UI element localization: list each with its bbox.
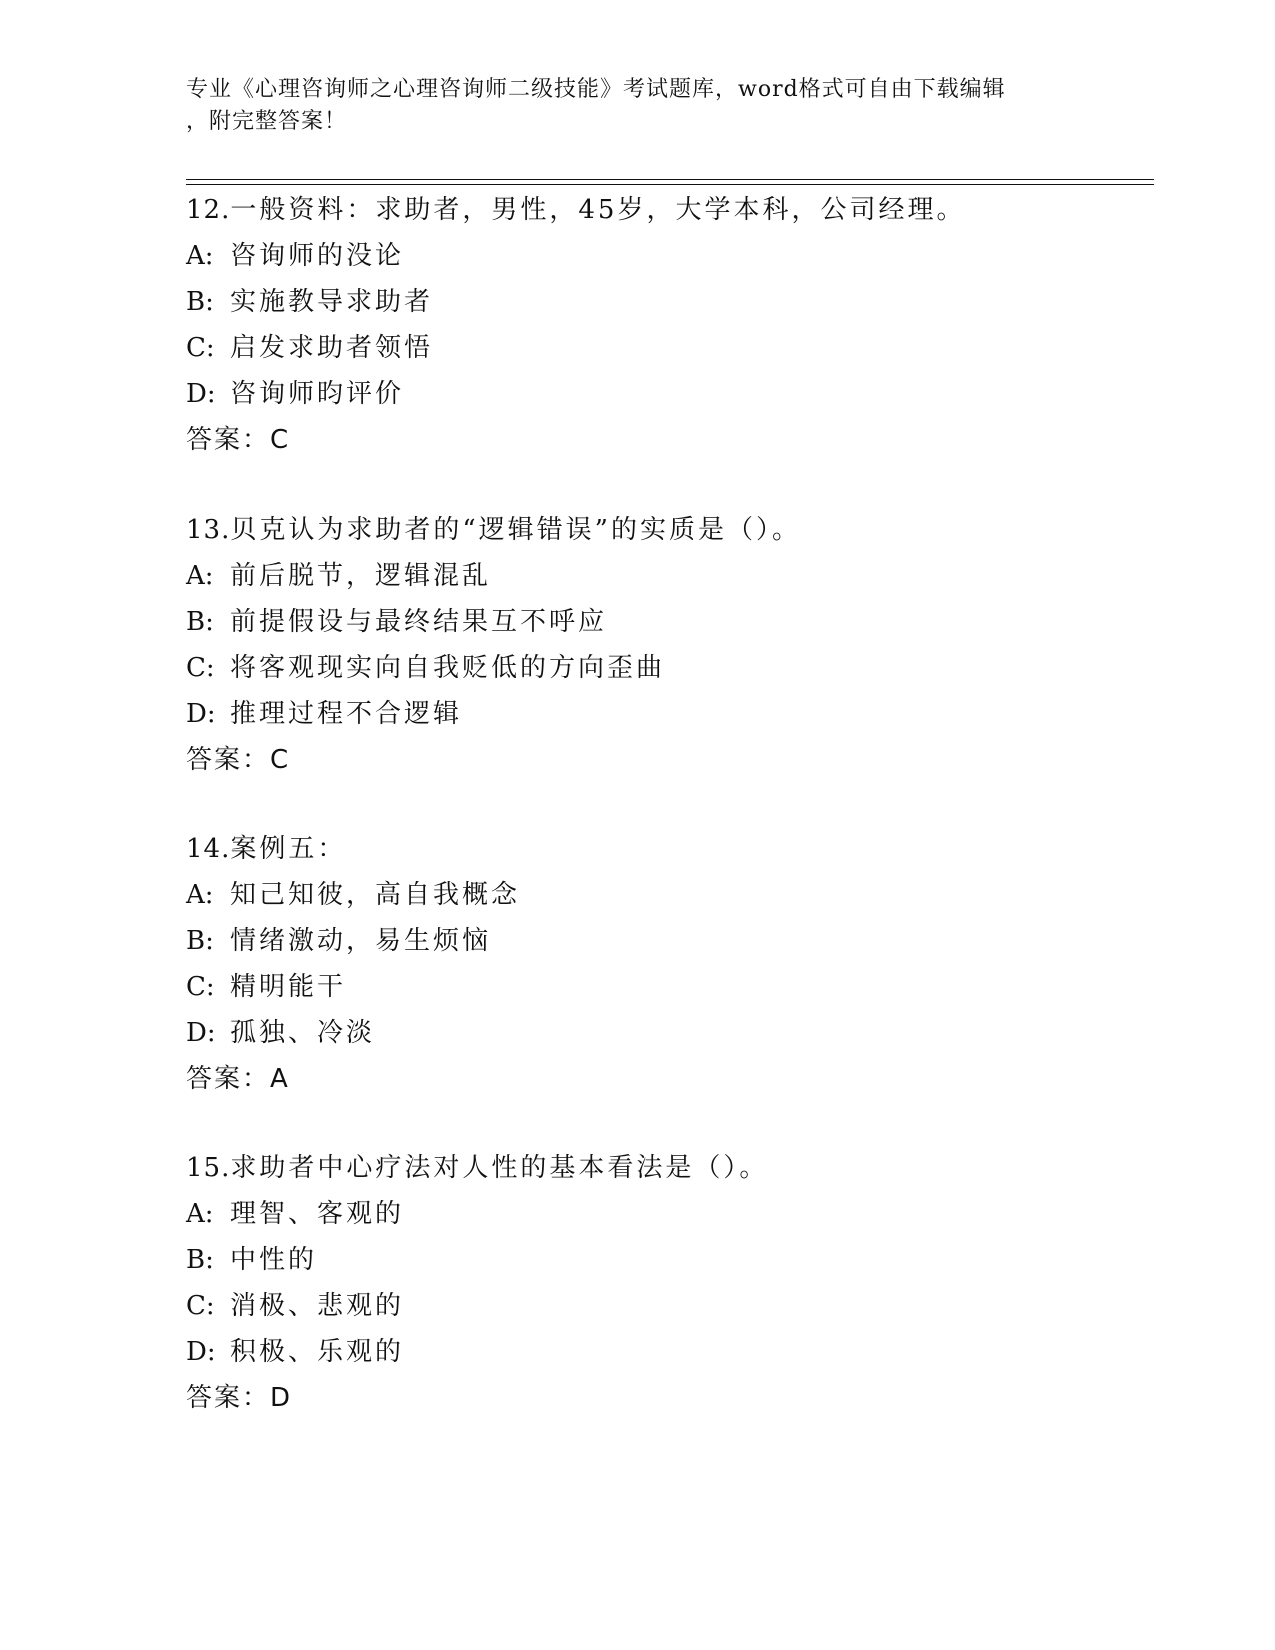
question-number: 14. bbox=[186, 834, 231, 864]
header-divider-bottom bbox=[186, 184, 1154, 185]
option-text: 将客观现实向自我贬低的方向歪曲 bbox=[230, 653, 666, 683]
question-stem bbox=[186, 507, 1146, 553]
option-label: B: bbox=[186, 926, 214, 956]
question-stem bbox=[186, 826, 1146, 872]
option-text: 消极、悲观的 bbox=[230, 1291, 405, 1321]
option-label: D: bbox=[186, 1337, 216, 1367]
option-b bbox=[186, 1237, 1146, 1283]
answer bbox=[186, 417, 1146, 463]
option-text: 前后脱节，逻辑混乱 bbox=[230, 561, 492, 591]
answer bbox=[186, 1375, 1146, 1421]
question-text: 案例五： bbox=[230, 834, 347, 864]
option-text: 积极、乐观的 bbox=[230, 1337, 405, 1367]
option-label: B: bbox=[186, 607, 214, 637]
option-label: A: bbox=[186, 1199, 214, 1229]
answer-prefix: 答案： bbox=[186, 1383, 271, 1413]
option-c bbox=[186, 325, 1146, 371]
option-c bbox=[186, 1283, 1146, 1329]
option-a bbox=[186, 1191, 1146, 1237]
question-13 bbox=[186, 507, 1146, 783]
header-line-2: ，附完整答案！ bbox=[186, 109, 348, 134]
option-label: D: bbox=[186, 699, 216, 729]
header-divider-top bbox=[186, 179, 1154, 180]
option-label: A: bbox=[186, 880, 214, 910]
question-number: 12. bbox=[186, 195, 231, 225]
header-line-1: 专业《心理咨询师之心理咨询师二级技能》考试题库，word格式可自由下载编辑 bbox=[186, 77, 1006, 102]
question-14 bbox=[186, 826, 1146, 1102]
option-label: C: bbox=[186, 653, 215, 683]
option-text: 理智、客观的 bbox=[230, 1199, 405, 1229]
document-header bbox=[186, 74, 1066, 138]
option-d bbox=[186, 1010, 1146, 1056]
option-text: 知己知彼，高自我概念 bbox=[230, 880, 521, 910]
option-label: D: bbox=[186, 379, 216, 409]
question-stem bbox=[186, 1145, 1146, 1191]
question-15 bbox=[186, 1145, 1146, 1421]
option-c bbox=[186, 645, 1146, 691]
option-text: 情绪激动，易生烦恼 bbox=[230, 926, 492, 956]
option-label: B: bbox=[186, 1245, 214, 1275]
answer-value: C bbox=[270, 425, 291, 455]
option-text: 实施教导求助者 bbox=[230, 287, 434, 317]
question-stem bbox=[186, 187, 1146, 233]
answer-value: A bbox=[270, 1064, 290, 1094]
option-label: C: bbox=[186, 972, 215, 1002]
option-label: D: bbox=[186, 1018, 216, 1048]
option-d bbox=[186, 371, 1146, 417]
option-label: C: bbox=[186, 1291, 215, 1321]
option-text: 咨询师的没论 bbox=[230, 241, 405, 271]
option-b bbox=[186, 599, 1146, 645]
option-b bbox=[186, 918, 1146, 964]
answer bbox=[186, 737, 1146, 783]
option-text: 启发求助者领悟 bbox=[230, 333, 434, 363]
question-number: 13. bbox=[186, 515, 231, 545]
question-text: 一般资料：求助者，男性，45岁，大学本科，公司经理。 bbox=[230, 195, 966, 225]
option-c bbox=[186, 964, 1146, 1010]
option-text: 前提假设与最终结果互不呼应 bbox=[230, 607, 608, 637]
option-text: 精明能干 bbox=[230, 972, 347, 1002]
answer bbox=[186, 1056, 1146, 1102]
answer-prefix: 答案： bbox=[186, 425, 271, 455]
option-a bbox=[186, 872, 1146, 918]
question-12 bbox=[186, 187, 1146, 463]
option-label: C: bbox=[186, 333, 215, 363]
option-label: B: bbox=[186, 287, 214, 317]
option-a bbox=[186, 233, 1146, 279]
question-number: 15. bbox=[186, 1153, 231, 1183]
option-text: 孤独、冷淡 bbox=[230, 1018, 376, 1048]
option-text: 咨询师昀评价 bbox=[230, 379, 405, 409]
option-d bbox=[186, 1329, 1146, 1375]
option-d bbox=[186, 691, 1146, 737]
option-label: A: bbox=[186, 241, 214, 271]
answer-prefix: 答案： bbox=[186, 745, 271, 775]
option-b bbox=[186, 279, 1146, 325]
option-text: 中性的 bbox=[230, 1245, 318, 1275]
option-a bbox=[186, 553, 1146, 599]
answer-value: C bbox=[270, 745, 291, 775]
option-text: 推理过程不合逻辑 bbox=[230, 699, 463, 729]
answer-prefix: 答案： bbox=[186, 1064, 271, 1094]
answer-value: D bbox=[270, 1383, 293, 1413]
option-label: A: bbox=[186, 561, 214, 591]
question-text: 求助者中心疗法对人性的基本看法是（）。 bbox=[230, 1153, 769, 1183]
question-text: 贝克认为求助者的“逻辑错误”的实质是（）。 bbox=[230, 515, 801, 545]
